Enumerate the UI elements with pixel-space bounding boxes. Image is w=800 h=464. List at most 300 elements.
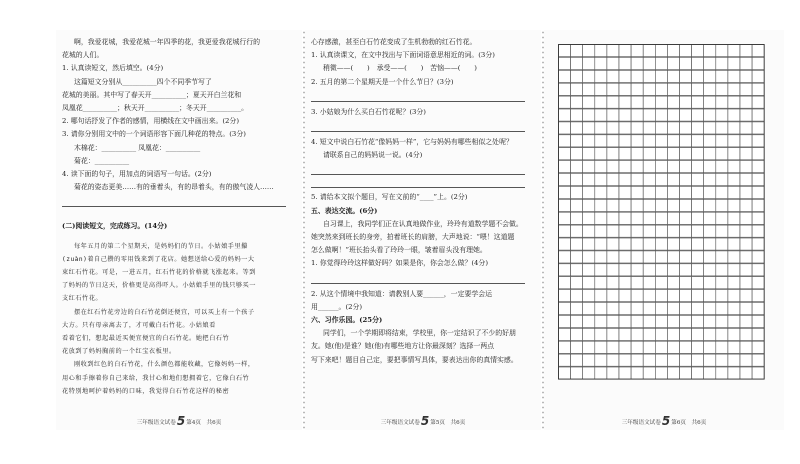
grid-cell[interactable] (595, 148, 607, 160)
grid-cell[interactable] (643, 341, 655, 353)
question-5-2[interactable]: 2. 从这个情境中我知道：请教别人要______，一定要学会运 (311, 289, 493, 298)
grid-cell[interactable] (752, 83, 764, 95)
grid-cell[interactable] (619, 303, 631, 315)
grid-cell[interactable] (667, 161, 679, 173)
grid-cell[interactable] (643, 238, 655, 250)
grid-cell[interactable] (655, 367, 667, 379)
grid-cell[interactable] (740, 225, 752, 237)
grid-cell[interactable] (631, 161, 643, 173)
grid-cell[interactable] (643, 212, 655, 224)
grid-cell[interactable] (571, 341, 583, 353)
grid-cell[interactable] (704, 96, 716, 108)
grid-cell[interactable] (655, 354, 667, 366)
grid-cell[interactable] (667, 109, 679, 121)
grid-cell[interactable] (571, 135, 583, 147)
grid-cell[interactable] (692, 212, 704, 224)
grid-cell[interactable] (571, 122, 583, 134)
grid-cell[interactable] (595, 264, 607, 276)
grid-cell[interactable] (716, 45, 728, 57)
grid-cell[interactable] (680, 341, 692, 353)
grid-cell[interactable] (692, 354, 704, 366)
grid-cell[interactable] (655, 186, 667, 198)
grid-cell[interactable] (716, 341, 728, 353)
grid-cell[interactable] (559, 264, 571, 276)
grid-cell[interactable] (680, 83, 692, 95)
grid-cell[interactable] (704, 238, 716, 250)
grid-cell[interactable] (607, 199, 619, 211)
grid-cell[interactable] (559, 186, 571, 198)
grid-cell[interactable] (607, 96, 619, 108)
grid-cell[interactable] (740, 186, 752, 198)
grid-cell[interactable] (728, 264, 740, 276)
grid-cell[interactable] (559, 70, 571, 82)
grid-cell[interactable] (559, 174, 571, 186)
grid-cell[interactable] (559, 328, 571, 340)
grid-cell[interactable] (716, 251, 728, 263)
grid-cell[interactable] (716, 315, 728, 327)
grid-cell[interactable] (571, 212, 583, 224)
grid-cell[interactable] (607, 70, 619, 82)
grid-cell[interactable] (571, 303, 583, 315)
grid-cell[interactable] (716, 277, 728, 289)
grid-cell[interactable] (692, 186, 704, 198)
grid-cell[interactable] (728, 225, 740, 237)
grid-cell[interactable] (716, 83, 728, 95)
grid-cell[interactable] (631, 212, 643, 224)
grid-cell[interactable] (740, 57, 752, 69)
grid-cell[interactable] (643, 264, 655, 276)
grid-cell[interactable] (607, 277, 619, 289)
grid-cell[interactable] (583, 57, 595, 69)
grid-cell[interactable] (643, 174, 655, 186)
grid-cell[interactable] (704, 341, 716, 353)
grid-cell[interactable] (619, 354, 631, 366)
grid-cell[interactable] (667, 199, 679, 211)
grid-cell[interactable] (716, 238, 728, 250)
grid-cell[interactable] (643, 303, 655, 315)
grid-cell[interactable] (643, 109, 655, 121)
grid-cell[interactable] (667, 277, 679, 289)
grid-cell[interactable] (571, 174, 583, 186)
grid-cell[interactable] (607, 238, 619, 250)
grid-cell[interactable] (619, 135, 631, 147)
answer-line[interactable] (311, 119, 525, 132)
grid-cell[interactable] (643, 186, 655, 198)
grid-cell[interactable] (559, 161, 571, 173)
grid-cell[interactable] (752, 303, 764, 315)
grid-cell[interactable] (619, 264, 631, 276)
grid-cell[interactable] (595, 122, 607, 134)
grid-cell[interactable] (559, 225, 571, 237)
grid-cell[interactable] (740, 367, 752, 379)
grid-cell[interactable] (595, 315, 607, 327)
grid-cell[interactable] (619, 57, 631, 69)
grid-cell[interactable] (583, 290, 595, 302)
grid-cell[interactable] (583, 70, 595, 82)
grid-cell[interactable] (752, 290, 764, 302)
grid-cell[interactable] (655, 45, 667, 57)
grid-cell[interactable] (752, 199, 764, 211)
grid-cell[interactable] (643, 96, 655, 108)
grid-cell[interactable] (631, 277, 643, 289)
grid-cell[interactable] (692, 328, 704, 340)
grid-cell[interactable] (559, 148, 571, 160)
grid-cell[interactable] (619, 148, 631, 160)
grid-cell[interactable] (571, 251, 583, 263)
grid-cell[interactable] (559, 303, 571, 315)
grid-cell[interactable] (667, 225, 679, 237)
grid-cell[interactable] (692, 277, 704, 289)
grid-cell[interactable] (728, 199, 740, 211)
grid-cell[interactable] (704, 225, 716, 237)
grid-cell[interactable] (583, 225, 595, 237)
grid-cell[interactable] (752, 264, 764, 276)
grid-cell[interactable] (643, 135, 655, 147)
grid-cell[interactable] (680, 186, 692, 198)
grid-cell[interactable] (643, 161, 655, 173)
grid-cell[interactable] (752, 45, 764, 57)
grid-cell[interactable] (571, 225, 583, 237)
grid-cell[interactable] (607, 148, 619, 160)
grid-cell[interactable] (680, 354, 692, 366)
grid-cell[interactable] (643, 251, 655, 263)
grid-cell[interactable] (704, 161, 716, 173)
grid-cell[interactable] (728, 238, 740, 250)
grid-cell[interactable] (680, 57, 692, 69)
grid-cell[interactable] (752, 354, 764, 366)
grid-cell[interactable] (619, 290, 631, 302)
grid-cell[interactable] (607, 83, 619, 95)
grid-cell[interactable] (704, 174, 716, 186)
grid-cell[interactable] (740, 277, 752, 289)
grid-cell[interactable] (619, 238, 631, 250)
grid-cell[interactable] (740, 251, 752, 263)
grid-cell[interactable] (728, 83, 740, 95)
grid-cell[interactable] (752, 57, 764, 69)
grid-cell[interactable] (716, 225, 728, 237)
grid-cell[interactable] (559, 341, 571, 353)
grid-cell[interactable] (655, 161, 667, 173)
grid-cell[interactable] (655, 148, 667, 160)
grid-cell[interactable] (571, 45, 583, 57)
grid-cell[interactable] (692, 174, 704, 186)
grid-cell[interactable] (631, 367, 643, 379)
grid-cell[interactable] (607, 264, 619, 276)
grid-cell[interactable] (607, 161, 619, 173)
grid-cell[interactable] (740, 303, 752, 315)
grid-cell[interactable] (680, 251, 692, 263)
grid-cell[interactable] (583, 315, 595, 327)
grid-cell[interactable] (631, 96, 643, 108)
grid-cell[interactable] (667, 83, 679, 95)
grid-cell[interactable] (631, 251, 643, 263)
grid-cell[interactable] (571, 148, 583, 160)
grid-cell[interactable] (704, 367, 716, 379)
grid-cell[interactable] (704, 303, 716, 315)
grid-cell[interactable] (728, 135, 740, 147)
grid-cell[interactable] (740, 45, 752, 57)
grid-cell[interactable] (655, 109, 667, 121)
grid-cell[interactable] (667, 328, 679, 340)
grid-cell[interactable] (716, 264, 728, 276)
grid-cell[interactable] (571, 96, 583, 108)
grid-cell[interactable] (595, 199, 607, 211)
grid-cell[interactable] (680, 303, 692, 315)
grid-cell[interactable] (655, 135, 667, 147)
grid-cell[interactable] (680, 199, 692, 211)
grid-cell[interactable] (595, 45, 607, 57)
grid-cell[interactable] (619, 212, 631, 224)
grid-cell[interactable] (655, 70, 667, 82)
grid-cell[interactable] (728, 45, 740, 57)
grid-cell[interactable] (619, 328, 631, 340)
grid-cell[interactable] (680, 109, 692, 121)
grid-cell[interactable] (667, 174, 679, 186)
grid-cell[interactable] (752, 277, 764, 289)
grid-cell[interactable] (607, 45, 619, 57)
grid-cell[interactable] (680, 277, 692, 289)
grid-cell[interactable] (559, 122, 571, 134)
grid-cell[interactable] (680, 122, 692, 134)
grid-cell[interactable] (607, 186, 619, 198)
grid-cell[interactable] (607, 135, 619, 147)
grid-cell[interactable] (655, 264, 667, 276)
grid-cell[interactable] (655, 290, 667, 302)
grid-cell[interactable] (595, 212, 607, 224)
grid-cell[interactable] (680, 238, 692, 250)
grid-cell[interactable] (559, 315, 571, 327)
grid-cell[interactable] (667, 290, 679, 302)
grid-cell[interactable] (619, 225, 631, 237)
grid-cell[interactable] (740, 341, 752, 353)
grid-cell[interactable] (559, 135, 571, 147)
grid-cell[interactable] (667, 57, 679, 69)
grid-cell[interactable] (655, 277, 667, 289)
grid-cell[interactable] (595, 96, 607, 108)
grid-cell[interactable] (667, 367, 679, 379)
grid-cell[interactable] (583, 122, 595, 134)
grid-cell[interactable] (728, 109, 740, 121)
grid-cell[interactable] (619, 199, 631, 211)
grid-cell[interactable] (631, 70, 643, 82)
question-5-2-cont[interactable]: 用______。(2分) (311, 302, 363, 311)
grid-cell[interactable] (583, 161, 595, 173)
grid-cell[interactable] (667, 341, 679, 353)
grid-cell[interactable] (583, 45, 595, 57)
grid-cell[interactable] (583, 264, 595, 276)
grid-cell[interactable] (740, 148, 752, 160)
grid-cell[interactable] (631, 290, 643, 302)
grid-cell[interactable] (595, 354, 607, 366)
grid-cell[interactable] (619, 45, 631, 57)
grid-cell[interactable] (667, 238, 679, 250)
grid-cell[interactable] (704, 83, 716, 95)
grid-cell[interactable] (607, 328, 619, 340)
grid-cell[interactable] (607, 225, 619, 237)
grid-cell[interactable] (704, 148, 716, 160)
grid-cell[interactable] (595, 238, 607, 250)
grid-cell[interactable] (571, 367, 583, 379)
grid-cell[interactable] (716, 135, 728, 147)
grid-cell[interactable] (752, 161, 764, 173)
grid-cell[interactable] (680, 135, 692, 147)
grid-cell[interactable] (752, 186, 764, 198)
grid-cell[interactable] (680, 212, 692, 224)
grid-cell[interactable] (667, 96, 679, 108)
grid-cell[interactable] (559, 354, 571, 366)
grid-cell[interactable] (607, 341, 619, 353)
grid-cell[interactable] (595, 225, 607, 237)
grid-cell[interactable] (619, 174, 631, 186)
grid-cell[interactable] (728, 354, 740, 366)
grid-cell[interactable] (680, 96, 692, 108)
grid-cell[interactable] (692, 96, 704, 108)
grid-cell[interactable] (631, 225, 643, 237)
answer-line[interactable] (62, 194, 286, 207)
grid-cell[interactable] (667, 303, 679, 315)
grid-cell[interactable] (680, 315, 692, 327)
grid-cell[interactable] (680, 328, 692, 340)
grid-cell[interactable] (583, 303, 595, 315)
grid-cell[interactable] (728, 212, 740, 224)
grid-cell[interactable] (643, 225, 655, 237)
answer-line[interactable] (311, 271, 525, 284)
grid-cell[interactable] (704, 109, 716, 121)
grid-cell[interactable] (692, 45, 704, 57)
grid-cell[interactable] (692, 57, 704, 69)
grid-cell[interactable] (619, 96, 631, 108)
grid-cell[interactable] (728, 57, 740, 69)
grid-cell[interactable] (619, 367, 631, 379)
grid-cell[interactable] (692, 238, 704, 250)
grid-cell[interactable] (667, 45, 679, 57)
grid-cell[interactable] (716, 212, 728, 224)
grid-cell[interactable] (607, 303, 619, 315)
grid-cell[interactable] (595, 328, 607, 340)
grid-cell[interactable] (752, 225, 764, 237)
grid-cell[interactable] (667, 122, 679, 134)
grid-cell[interactable] (728, 277, 740, 289)
grid-cell[interactable] (692, 135, 704, 147)
grid-cell[interactable] (583, 212, 595, 224)
grid-cell[interactable] (643, 70, 655, 82)
grid-cell[interactable] (704, 290, 716, 302)
grid-cell[interactable] (595, 135, 607, 147)
grid-cell[interactable] (680, 161, 692, 173)
answer-line[interactable] (311, 175, 525, 188)
grid-cell[interactable] (595, 277, 607, 289)
grid-cell[interactable] (740, 199, 752, 211)
grid-cell[interactable] (728, 122, 740, 134)
answer-line[interactable] (311, 89, 525, 102)
grid-cell[interactable] (655, 96, 667, 108)
grid-cell[interactable] (728, 367, 740, 379)
grid-cell[interactable] (583, 96, 595, 108)
grid-cell[interactable] (704, 212, 716, 224)
grid-cell[interactable] (583, 186, 595, 198)
grid-cell[interactable] (716, 70, 728, 82)
grid-cell[interactable] (680, 264, 692, 276)
grid-cell[interactable] (740, 70, 752, 82)
grid-cell[interactable] (680, 45, 692, 57)
grid-cell[interactable] (740, 174, 752, 186)
grid-cell[interactable] (728, 328, 740, 340)
grid-cell[interactable] (595, 290, 607, 302)
grid-cell[interactable] (692, 122, 704, 134)
grid-cell[interactable] (716, 96, 728, 108)
grid-cell[interactable] (716, 174, 728, 186)
grid-cell[interactable] (740, 109, 752, 121)
grid-cell[interactable] (631, 315, 643, 327)
grid-cell[interactable] (559, 109, 571, 121)
grid-cell[interactable] (692, 251, 704, 263)
grid-cell[interactable] (740, 161, 752, 173)
grid-cell[interactable] (704, 354, 716, 366)
grid-cell[interactable] (740, 83, 752, 95)
grid-cell[interactable] (716, 109, 728, 121)
grid-cell[interactable] (571, 277, 583, 289)
grid-cell[interactable] (692, 315, 704, 327)
grid-cell[interactable] (619, 83, 631, 95)
grid-cell[interactable] (740, 290, 752, 302)
grid-cell[interactable] (583, 341, 595, 353)
grid-cell[interactable] (631, 341, 643, 353)
grid-cell[interactable] (704, 135, 716, 147)
grid-cell[interactable] (595, 341, 607, 353)
grid-cell[interactable] (728, 303, 740, 315)
grid-cell[interactable] (607, 367, 619, 379)
grid-cell[interactable] (716, 354, 728, 366)
grid-cell[interactable] (667, 148, 679, 160)
grid-cell[interactable] (595, 186, 607, 198)
grid-cell[interactable] (655, 303, 667, 315)
grid-cell[interactable] (631, 148, 643, 160)
grid-cell[interactable] (704, 70, 716, 82)
grid-cell[interactable] (667, 315, 679, 327)
grid-cell[interactable] (607, 251, 619, 263)
grid-cell[interactable] (571, 109, 583, 121)
grid-cell[interactable] (740, 315, 752, 327)
grid-cell[interactable] (704, 251, 716, 263)
grid-cell[interactable] (692, 341, 704, 353)
grid-cell[interactable] (655, 341, 667, 353)
grid-cell[interactable] (655, 122, 667, 134)
grid-cell[interactable] (692, 70, 704, 82)
grid-cell[interactable] (752, 122, 764, 134)
grid-cell[interactable] (619, 161, 631, 173)
grid-cell[interactable] (655, 225, 667, 237)
grid-cell[interactable] (716, 290, 728, 302)
grid-cell[interactable] (571, 290, 583, 302)
grid-cell[interactable] (595, 70, 607, 82)
grid-cell[interactable] (728, 161, 740, 173)
grid-cell[interactable] (583, 83, 595, 95)
grid-cell[interactable] (704, 45, 716, 57)
grid-cell[interactable] (680, 70, 692, 82)
grid-cell[interactable] (571, 70, 583, 82)
grid-cell[interactable] (619, 315, 631, 327)
grid-cell[interactable] (728, 174, 740, 186)
grid-cell[interactable] (692, 148, 704, 160)
grid-cell[interactable] (752, 212, 764, 224)
grid-cell[interactable] (643, 199, 655, 211)
grid-cell[interactable] (728, 290, 740, 302)
grid-cell[interactable] (619, 341, 631, 353)
grid-cell[interactable] (643, 122, 655, 134)
grid-cell[interactable] (559, 199, 571, 211)
grid-cell[interactable] (631, 199, 643, 211)
question-1-blank[interactable]: 花城的美丽。其中写了春天开__________；夏天开白兰花和 (62, 90, 242, 99)
